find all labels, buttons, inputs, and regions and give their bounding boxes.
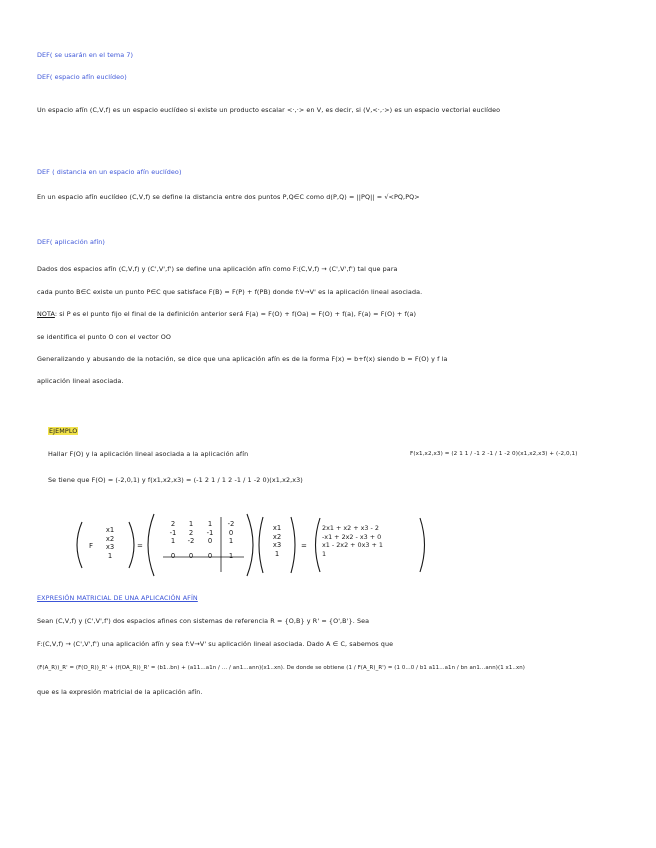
m21: -1 <box>169 528 177 537</box>
result-vector <box>322 524 419 558</box>
m13: 1 <box>207 520 213 528</box>
m31: 1 <box>170 537 176 545</box>
m33: 0 <box>207 537 213 545</box>
heading-espacio-afin-euclideo: DEF( espacio afín euclídeo) <box>37 73 127 81</box>
lhs-x2: x2 <box>105 534 115 543</box>
paragraph-espacio-euclideo: Un espacio afín (C,V,f) es un espacio euclídeo si existe un producto escalar <·,·> en V, es decir, si (V,<·,·>) es un espacio vectorial euclídeo <box>37 106 501 114</box>
lhs-vector <box>96 526 124 560</box>
ejemplo-afin-formula: F(x1,x2,x3) = (2 1 1 / -1 2 -1 / 1 -2 0)(x1,x2,x3) + (-2,0,1) <box>410 451 578 457</box>
paragraph-expresion-2: F:(C,V,f) → (C',V',f') una aplicación afín y sea f:V→V' su aplicación lineal asociada. Dado A ∈ C, sabemos que <box>37 640 394 648</box>
paragraph-expresion-4: que es la expresión matricial de la aplicación afín. <box>37 688 203 696</box>
m22: 2 <box>188 528 194 537</box>
paragraph-aplicacion-afin-3: se identifica el punto O con el vector OO <box>37 333 171 341</box>
paragraph-aplicacion-afin-2: cada punto B∈C existe un punto P∈C que satisface F(B) = F(P) + f(PB) donde f:V→V' es la aplicación lineal asociada. <box>37 288 423 296</box>
heading-expresion-matricial: EXPRESIÓN MATRICIAL DE UNA APLICACIÓN AFÍN <box>37 594 198 602</box>
m23: -1 <box>206 528 214 537</box>
m42: 0 <box>188 551 194 560</box>
paragraph-aplicacion-afin-4: Generalizando y abusando de la notación, se dice que una aplicación afín es de la forma F(x) = b+f(x) siendo b = F(O) y f la <box>37 355 448 363</box>
m32: -2 <box>187 537 195 545</box>
rhs-one: 1 <box>274 549 280 558</box>
matrix-row-4 <box>164 552 244 561</box>
m43: 0 <box>207 551 213 560</box>
rhs-x3: x3 <box>272 541 282 549</box>
paragraph-aplicacion-afin-5: aplicación lineal asociada. <box>37 377 124 385</box>
ejemplo-line-1: Hallar F(O) y la aplicación lineal asociada a la aplicación afín <box>48 450 249 458</box>
m44: 1 <box>228 551 234 560</box>
m41: 0 <box>170 551 176 560</box>
result-row-3: x1 - 2x2 + 0x3 + 1 <box>322 541 383 549</box>
heading-aplicacion-afin: DEF( aplicación afín) <box>37 238 105 246</box>
matrix-row-1 <box>164 520 244 529</box>
paragraph-expresion-3: (F(A_R))_R' = (F(O_R))_R' + (f(OA_R))_R' = (b1..bn) + (a11...a1n / ... / an1...ann)(x1..xn). De donde se obtiene (1 / F(A_R)_R') = (1 0...0 / b1 a11...a1n / bn an1...ann)(1 x1..xn) <box>37 665 526 671</box>
svg-text:F: F <box>89 542 94 550</box>
paragraph-distancia: En un espacio afín euclídeo (C,V,f) se define la distancia entre dos puntos P,Q∈C como d(P,Q) = ||PQ|| = √<PQ,PQ> <box>37 193 420 201</box>
matrix-row-2 <box>164 529 244 538</box>
result-row-4: 1 <box>322 549 327 558</box>
rhs-x1: x1 <box>272 524 282 532</box>
m24: 0 <box>228 528 234 537</box>
result-row-1: 2x1 + x2 + x3 - 2 <box>322 524 379 532</box>
heading-def-tema: DEF( se usarán en el tema 7) <box>37 51 134 59</box>
rhs-vector <box>264 524 290 558</box>
nota-label: NOTA <box>37 310 55 318</box>
augmented-matrix <box>164 520 244 560</box>
heading-distancia: DEF ( distancia en un espacio afín euclídeo) <box>37 168 182 176</box>
lhs-one: 1 <box>107 551 113 560</box>
m34: 1 <box>228 537 234 545</box>
matrix-row-3 <box>164 537 244 546</box>
ejemplo-line-2: Se tiene que F(O) = (-2,0,1) y f(x1,x2,x3) = (-1 2 1 / 1 2 -1 / 1 -2 0)(x1,x2,x3) <box>48 476 303 484</box>
paragraph-aplicacion-afin-1: Dados dos espacios afín (C,V,f) y (C',V',f') se define una aplicación afín como F:(C,V,f) → (C',V',f') tal que para <box>37 265 398 273</box>
rhs-x2: x2 <box>272 532 282 541</box>
lhs-x3: x3 <box>105 543 115 551</box>
m14: -2 <box>227 520 235 528</box>
nota-text: : si P es el punto fijo el final de la definición anterior será F(a) = F(O) + f(Oa) = F(O) + f(a), F(a) = F(O) + f(a) <box>54 310 417 318</box>
svg-text:=: = <box>137 542 143 550</box>
result-row-2: -x1 + 2x2 - x3 + 0 <box>322 532 382 541</box>
paragraph-expresion-1: Sean (C,V,f) y (C',V',f') dos espacios afines con sistemas de referencia R = {O,B} y R' = {O',B'}. Sea <box>37 617 370 625</box>
m12: 1 <box>188 520 194 528</box>
ejemplo-highlight: EJEMPLO <box>49 427 78 435</box>
svg-text:=: = <box>301 542 307 550</box>
m11: 2 <box>170 520 176 528</box>
lhs-x1: x1 <box>105 526 115 534</box>
